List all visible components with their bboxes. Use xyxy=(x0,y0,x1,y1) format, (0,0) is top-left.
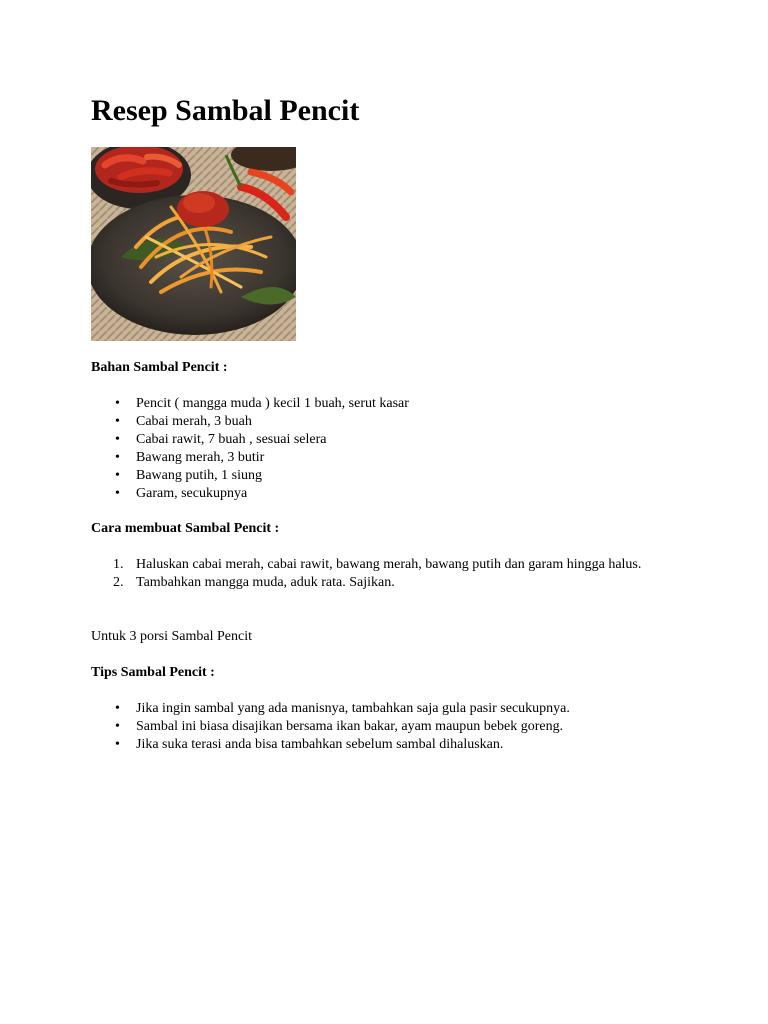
step-text: Haluskan cabai merah, cabai rawit, bawang merah, bawang putih dan garam hingga halus. xyxy=(136,557,642,572)
list-item xyxy=(91,574,691,592)
list-item: • Cabai merah, 3 buah xyxy=(91,413,691,431)
ingredients-section xyxy=(91,359,691,503)
list-item: • Jika ingin sambal yang ada manisnya, tambahkan saja gula pasir secukupnya. xyxy=(91,700,691,718)
page-title: Resep Sambal Pencit xyxy=(91,94,360,127)
sambal-pencit-photo xyxy=(91,147,296,341)
method-heading: Cara membuat Sambal Pencit : xyxy=(91,521,280,536)
tips-heading: Tips Sambal Pencit : xyxy=(91,665,215,680)
list-item xyxy=(91,556,691,574)
servings-section xyxy=(91,628,691,646)
method-steps xyxy=(91,556,691,592)
list-item: • Pencit ( mangga muda ) kecil 1 buah, serut kasar xyxy=(91,395,691,413)
step-text: Tambahkan mangga muda, aduk rata. Sajikan. xyxy=(136,575,395,590)
list-item: • Garam, secukupnya xyxy=(91,485,691,503)
servings-text: Untuk 3 porsi Sambal Pencit xyxy=(91,629,252,644)
ingredients-list xyxy=(91,395,691,503)
sambal-photo-illustration xyxy=(91,147,296,341)
list-item: • Jika suka terasi anda bisa tambahkan sebelum sambal dihaluskan. xyxy=(91,736,691,754)
ingredients-heading: Bahan Sambal Pencit : xyxy=(91,360,228,375)
tips-section xyxy=(91,664,691,754)
method-section xyxy=(91,520,691,592)
tips-list xyxy=(91,700,691,754)
step-number: 2. xyxy=(113,575,124,590)
list-item: • Sambal ini biasa disajikan bersama ikan bakar, ayam maupun bebek goreng. xyxy=(91,718,691,736)
step-number: 1. xyxy=(113,557,124,572)
list-item: • Bawang putih, 1 siung xyxy=(91,467,691,485)
list-item: • Bawang merah, 3 butir xyxy=(91,449,691,467)
list-item: • Cabai rawit, 7 buah , sesuai selera xyxy=(91,431,691,449)
